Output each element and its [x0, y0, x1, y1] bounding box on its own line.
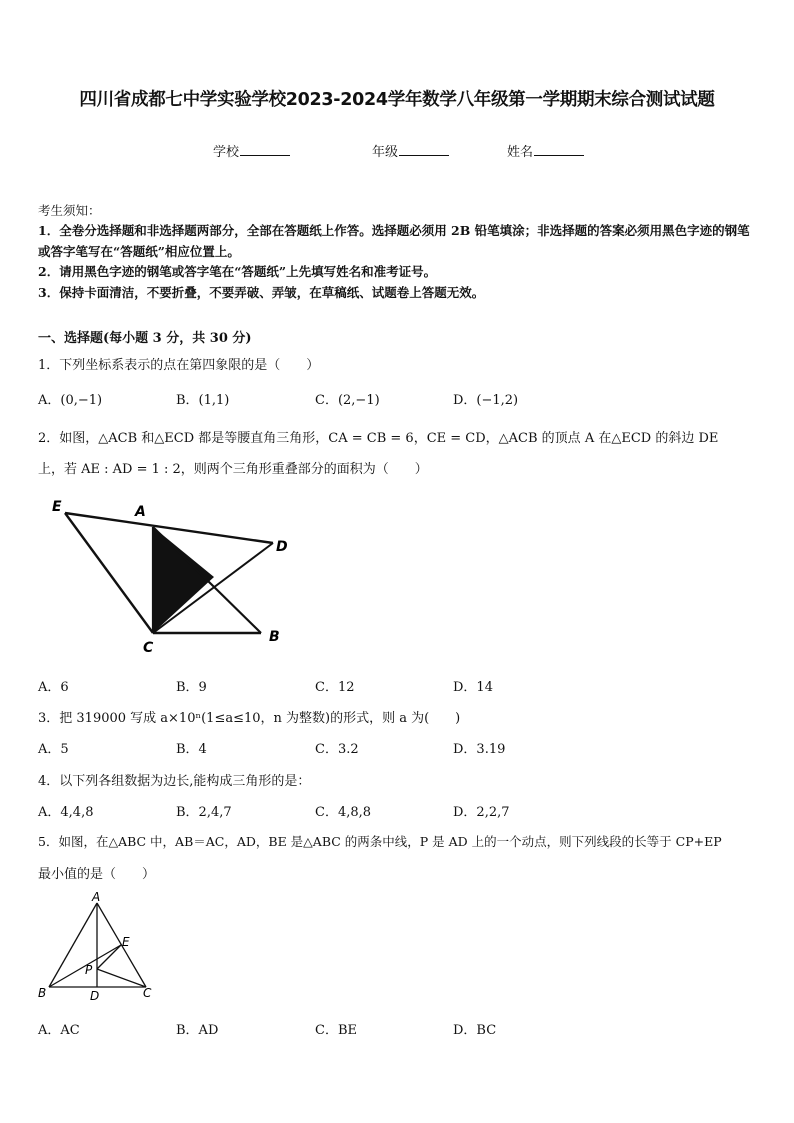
school-label: 学校: [213, 145, 240, 160]
label-d: D: [276, 539, 288, 555]
q5-stem-line1: 5．如图，在△ABC 中，AB＝AC，AD，BE 是△ABC 的两条中线，P 是 AD 上的一个动点，则下列线段的长等于 CP+EP: [38, 834, 722, 849]
section-heading: 一、选择题(每小题 3 分，共 30 分): [38, 331, 252, 346]
notice-item-1: 1．全卷分选择题和非选择题两部分，全部在答题纸上作答。选择题必须用 2B 铅笔填涂；非选择题的答案必须用黑色字迹的钢笔或答字笔写在“答题纸”相应位置上。: [38, 223, 750, 259]
q4-stem: 4．以下列各组数据为边长,能构成三角形的是：: [38, 774, 311, 789]
q1-stem: 1．下列坐标系表示的点在第四象限的是（ ）: [38, 358, 320, 373]
label-e: E: [52, 499, 62, 515]
segment-pc: [97, 969, 146, 987]
q2-figure: [40, 494, 310, 659]
q5-option-a[interactable]: A．AC: [38, 1023, 80, 1038]
q5-option-d[interactable]: D．BC: [453, 1023, 497, 1038]
label-p: P: [85, 963, 93, 977]
label-e: E: [122, 935, 130, 949]
q4-option-a[interactable]: A．4,4,8: [38, 805, 94, 820]
label-a: A: [92, 890, 101, 904]
q2-stem-line2: 上，若 AE : AD = 1 : 2，则两个三角形重叠部分的面积为（ ）: [38, 462, 428, 477]
q2-option-a[interactable]: A．6: [38, 680, 69, 695]
q2-stem-line1: 2．如图，△ACB 和△ECD 都是等腰直角三角形，CA = CB = 6，CE = CD，△ACB 的顶点 A 在△ECD 的斜边 DE: [38, 431, 719, 446]
q1-option-c[interactable]: C．(2,−1): [315, 393, 380, 408]
q5-option-b[interactable]: B．AD: [176, 1023, 219, 1038]
grade-label: 年级: [372, 145, 399, 160]
segment-ec: [65, 513, 153, 633]
grade-field[interactable]: [372, 141, 449, 160]
q4-option-d[interactable]: D．2,2,7: [453, 805, 510, 820]
q1-option-a[interactable]: A．(0,−1): [38, 393, 103, 408]
label-b: B: [269, 629, 280, 645]
q3-option-c[interactable]: C．3.2: [315, 742, 359, 757]
q5-option-c[interactable]: C．BE: [315, 1023, 357, 1038]
q4-option-c[interactable]: C．4,8,8: [315, 805, 372, 820]
name-blank[interactable]: [534, 144, 584, 156]
label-c: C: [143, 986, 152, 1000]
label-b: B: [38, 986, 47, 1000]
q2-option-b[interactable]: B．9: [176, 680, 207, 695]
label-a: A: [135, 504, 146, 520]
school-field[interactable]: [213, 141, 290, 160]
school-blank[interactable]: [240, 144, 290, 156]
notice-item-2: 2．请用黑色字迹的钢笔或答字笔在“答题纸”上先填写姓名和准考证号。: [38, 264, 437, 279]
overlap-region: [153, 527, 214, 633]
name-field[interactable]: [507, 141, 584, 160]
q3-option-b[interactable]: B．4: [176, 742, 207, 757]
q1-option-d[interactable]: D．(−1,2): [453, 393, 519, 408]
q3-option-d[interactable]: D．3.19: [453, 742, 506, 757]
q4-option-b[interactable]: B．2,4,7: [176, 805, 232, 820]
q1-option-b[interactable]: B．(1,1): [176, 393, 230, 408]
name-label: 姓名: [507, 145, 534, 160]
segment-ed: [65, 513, 273, 543]
q2-option-c[interactable]: C．12: [315, 680, 355, 695]
exam-title: 四川省成都七中学实验学校2023-2024学年数学八年级第一学期期末综合测试试题: [79, 90, 715, 110]
notice-heading: 考生须知：: [38, 203, 101, 218]
q2-option-d[interactable]: D．14: [453, 680, 493, 695]
q5-figure: [34, 890, 164, 1005]
label-c: C: [143, 640, 154, 656]
q3-option-a[interactable]: A．5: [38, 742, 69, 757]
q5-stem-line2: 最小值的是（ ）: [38, 867, 156, 882]
q3-stem: 3．把 319000 写成 a×10ⁿ(1≤a≤10，n 为整数)的形式，则 a 为( ): [38, 711, 461, 726]
notice-item-3: 3．保持卡面清洁，不要折叠，不要弄破、弄皱，在草稿纸、试题卷上答题无效。: [38, 285, 485, 300]
label-d: D: [90, 989, 100, 1003]
grade-blank[interactable]: [399, 144, 449, 156]
